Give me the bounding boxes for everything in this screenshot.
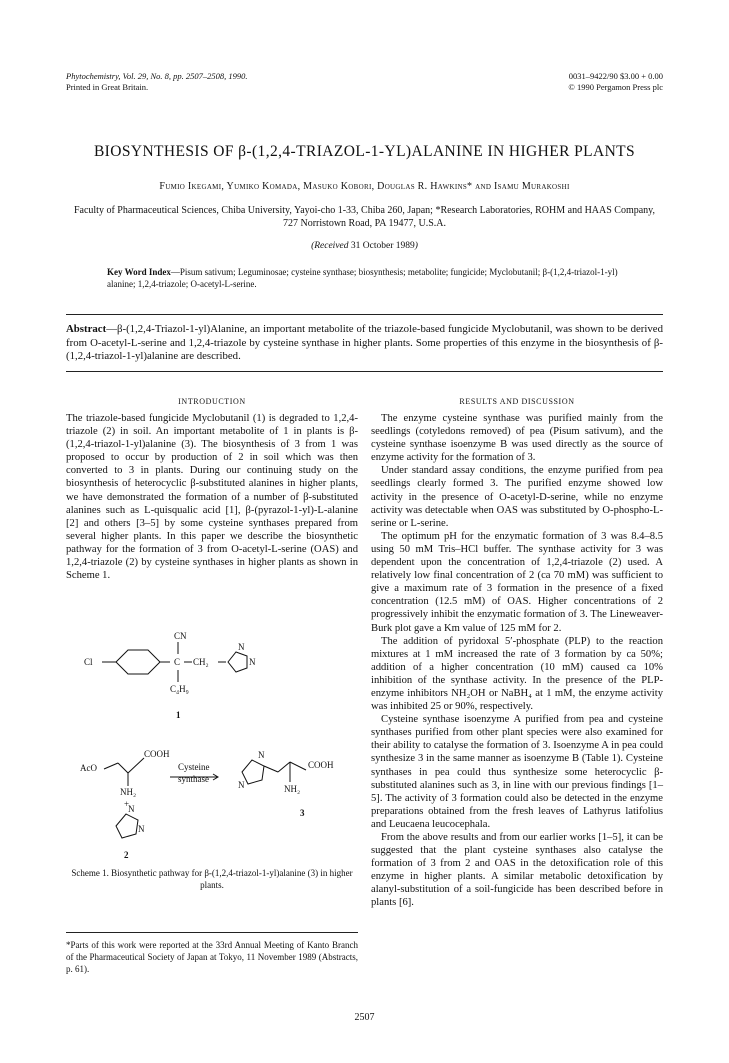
- butyl-label: C₄H₉: [170, 684, 189, 694]
- free-triazole-n-label: N: [128, 804, 135, 814]
- keyword-text: —Pisum sativum; Leguminosae; cysteine synthase; biosynthesis; metabolite; fungicide; Myclobutanil; β-(1,2,4-triazol-1-yl) alanine; 1,2,4-triazole; O-acetyl-L-serine.: [107, 267, 618, 289]
- product-n-label: N: [258, 750, 265, 760]
- triazole-n-label: N: [238, 642, 245, 652]
- free-triazole-n-label-2: N: [138, 824, 145, 834]
- triazole-ring-1: [228, 652, 247, 672]
- abstract-label: Abstract: [66, 323, 107, 335]
- triazole-n-label-2: N: [249, 657, 256, 667]
- scheme-caption: Scheme 1. Biosynthetic pathway for β-(1,2,4-triazol-1-yl)alanine (3) in higher plants.: [71, 868, 353, 890]
- cl-label: Cl: [84, 657, 93, 667]
- oas-nh2-label: NH₂: [120, 787, 137, 797]
- article-title: BIOSYNTHESIS OF β-(1,2,4-TRIAZOL-1-YL)ALANINE IN HIGHER PLANTS: [93, 143, 636, 160]
- scheme-1-figure: [66, 620, 358, 860]
- copyright: © 1990 Pergamon Press plc: [568, 81, 663, 92]
- received-date: (Received 31 October 1989): [311, 241, 418, 251]
- abstract: [66, 323, 663, 364]
- intro-paragraph: The triazole-based fungicide Myclobutanil (1) is degraded to 1,2,4-triazole (2) in soil. An important metabolite of 1 in plants is β-(1,2,4-triazol-1-yl)alanine (3). The biosynthesis of 3 from 1 was proposed to occur by production of 2 in soil which was then converted to 3 in plants. During our continuing study on the biosynthesis of heterocyclic β-substituted alanines in higher plants, we have demonstrated the formation of a number of β-substituted alanines such as L-quisqualic acid [1], β-(pyrazol-1-yl)-L-alanine [2] and others [3–5] by some cysteine synthases prepared from several higher plants. In this paper we describe the biosynthetic pathway for the formation of 3 from O-acetyl-L-serine (OAS) and 1,2,4-triazole (2) by cysteine synthases in higher plants as shown in Scheme 1.: [66, 413, 358, 582]
- cn-label: CN: [174, 631, 187, 641]
- price-code: 0031–9422/90 $3.00 + 0.00: [568, 71, 663, 81]
- product-nh2-label: NH₂: [284, 784, 301, 794]
- compound-3-number: 3: [300, 808, 305, 818]
- abstract-text: —β-(1,2,4-Triazol-1-yl)Alanine, an important metabolite of the triazole-based fungicide Myclobutanil, was shown to be derived from O-acetyl-L-serine and 1,2,4-triazole by cysteine synthase in higher plants. Some properties of this enzyme in the biosynthesis of β-(1,2,4-triazol-1-yl)alanine are described.: [66, 323, 663, 362]
- footnote: *Parts of this work were reported at the 33rd Annual Meeting of Kanto Branch of the Pharmaceutical Society of Japan at Tokyo, 11 November 1989 (Abstracts, p. 61).: [66, 940, 358, 974]
- product-cooh-label: COOH: [308, 760, 334, 770]
- results-paragraph: The addition of pyridoxal 5′-phosphate (PLP) to the reaction mixtures at 1 mM increased the rate of 3 formation by ca 50%; addition of a higher concentration (10 mM) caused ca 10% inhibition of the synthase activity. In the presence of the PLP-enzyme inhibitors NH₂OH or NaBH₄ at 1 mM, the enzyme activity was inhibited 25 or 90%, respectively.: [371, 635, 663, 713]
- results-paragraph: The optimum pH for the enzymatic formation of 3 was 8.4–8.5 using 50 mM Tris–HCl buffer. The synthase activity for 3 was dependent upon the concentration of 1,2,4-triazole (2) used. A relatively low final concentration of 2 (ca 70 mM) was sufficient to give a maximum rate of 3 formation in the presence of a fixed concentration (12.5 mM) of OAS. Higher concentrations of 2 progressively inhibit the enzymatic formation of 3. The Lineweaver-Burk plot gave a Km value of 125 mM for 2.: [371, 530, 663, 634]
- introduction-body: [66, 412, 358, 582]
- results-paragraph: From the above results and from our earlier works [1–5], it can be suggested that the plant cysteine synthases also catalyse the formation of 3 from 2 and OAS in the detoxification role of this enzyme in higher plants. A similar metabolic detoxification by alanyl-substitution of a soil-fungicide has been described before in plants [6].: [371, 832, 663, 909]
- results-paragraph: Under standard assay conditions, the enzyme purified from pea seedlings clearly formed 3. The purified enzyme showed low activity in the presence of O-acetyl-D-serine, while no enzyme activity was detectable when OAS was substituted by O-phospho-L-serine or L-serine.: [371, 465, 663, 529]
- results-paragraph: Cysteine synthase isoenzyme A purified from pea and cysteine synthases purified from other plant species were also examined for their ability to catalyse the formation of 3. Isoenzyme A in pea could synthesize 3 in the same manner as isoenzyme B (Table 1). Cysteine synthases in pea could thus synthesize some heterocyclic β-substituted alanines such as 3, in line with our previous findings [1–5]. The activity of 3 formation could also be detected in the enzyme preparations obtained from the fresh leaves of Lathyrus latifolius and Leucaena leucocephala.: [371, 714, 663, 830]
- results-paragraph: The enzyme cysteine synthase was purified mainly from the seedlings (cotyledons removed) of pea (Pisum sativum), and the cysteine synthase isoenzyme B was used directly as the source of enzyme activity for the formation of 3.: [371, 413, 663, 464]
- triazole-ring-3: [242, 760, 264, 784]
- plus-sign: +: [124, 799, 130, 809]
- enzyme-name-bottom: synthase: [178, 774, 209, 784]
- ch2-label: CH₂: [193, 657, 209, 667]
- results-heading: RESULTS AND DISCUSSION: [459, 397, 575, 406]
- triazole-ring-2: [116, 814, 138, 838]
- author-list: Fumio Ikegami, Yumiko Komada, Masuko Kobori, Douglas R. Hawkins* and Isamu Murakoshi: [159, 181, 570, 192]
- enzyme-name-top: Cysteine: [178, 762, 210, 772]
- quaternary-c-label: C: [174, 657, 181, 667]
- top-divider: [66, 314, 663, 315]
- publisher-header: [568, 71, 663, 92]
- journal-citation: Phytochemistry, Vol. 29, No. 8, pp. 2507–2508, 1990.: [66, 71, 248, 81]
- compound-1-number: 1: [176, 710, 181, 720]
- journal-header: [66, 71, 248, 92]
- product-n-label-2: N: [238, 780, 245, 790]
- oas-cooh-label: COOH: [144, 749, 170, 759]
- footnote-divider: [66, 932, 358, 933]
- benzene-ring: [116, 650, 160, 674]
- affiliation: Faculty of Pharmaceutical Sciences, Chiba University, Yayoi-cho 1-33, Chiba 260, Japan; *Research Laboratories, ROHM and HAAS Company, 727 Norristown Road, PA 19477, U.S.A.: [73, 205, 656, 229]
- compound-2-number: 2: [124, 850, 129, 860]
- received-label: Received: [314, 241, 349, 251]
- results-body: [371, 412, 663, 910]
- received-value: 31 October 1989: [350, 241, 415, 251]
- introduction-heading: INTRODUCTION: [178, 397, 246, 406]
- keyword-label: Key Word Index: [107, 267, 171, 277]
- page-number: 2507: [354, 1012, 375, 1023]
- keyword-index: [107, 266, 623, 290]
- bottom-divider: [66, 371, 663, 372]
- printed-in: Printed in Great Britain.: [66, 81, 149, 92]
- aco-label: AcO: [80, 763, 97, 773]
